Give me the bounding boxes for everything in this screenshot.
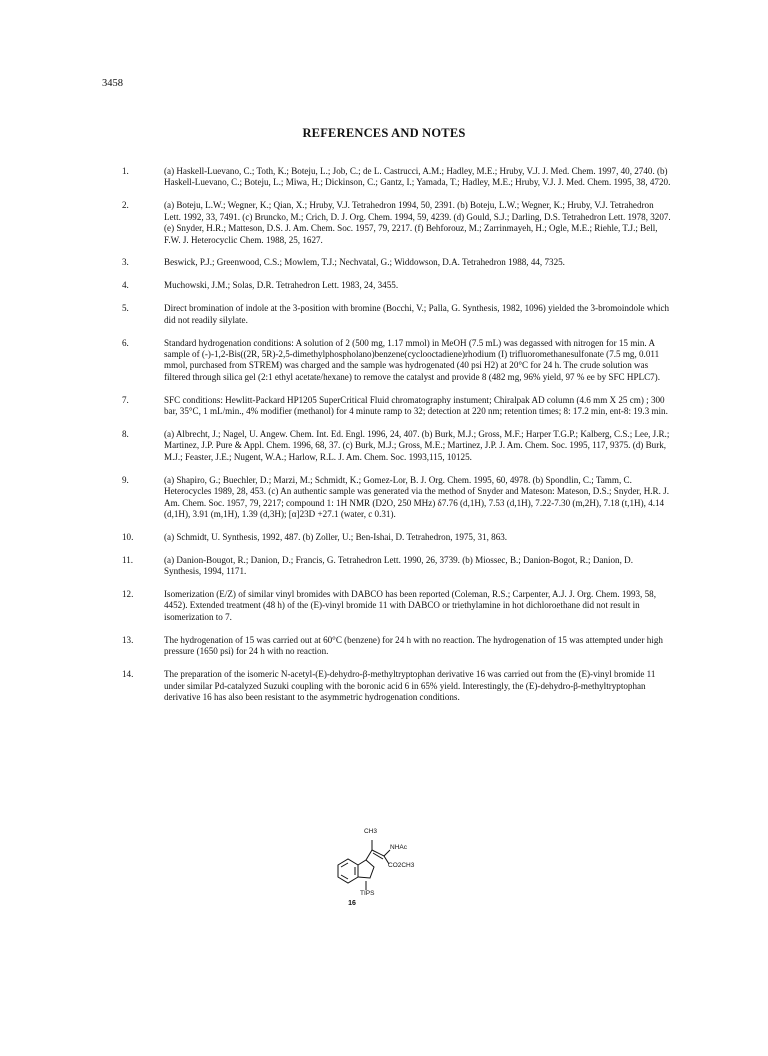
- reference-item: [122, 532, 672, 543]
- reference-text: The hydrogenation of 15 was carried out at 60°C (benzene) for 24 h with no reaction. The hydrogenation of 15 was attempted under high pressure (1650 psi) for 24 h with no reaction.: [164, 634, 663, 657]
- reference-number: 12.: [122, 589, 134, 600]
- reference-item: [122, 200, 672, 246]
- reference-text: Direct bromination of indole at the 3-position with bromine (Bocchi, V.; Palla, G. Synthesis, 1982, 1096) yielded the 3-bromoindole which did not readily silylate.: [164, 303, 670, 325]
- reference-number: 7.: [122, 394, 129, 405]
- reference-number: 6.: [122, 337, 129, 348]
- reference-text: Isomerization (E/Z) of similar vinyl bromides with DABCO has been reported (Coleman, R.S.; Carpenter, A.J. J. Org. Chem. 1993, 58, 4452). Extended treatment (48 h) of the (E)-vinyl bromide 11 with DABCO or triethylamine in hot dichloroethane did not result in isomerization to 7.: [164, 589, 656, 622]
- reference-text: (a) Schmidt, U. Synthesis, 1992, 487. (b) Zoller, U.; Ben-Ishai, D. Tetrahedron, 1975, 31, 863.: [164, 531, 508, 542]
- structure-drawing: [330, 822, 440, 912]
- reference-number: 1.: [122, 166, 129, 176]
- reference-item: [122, 429, 672, 463]
- tips-label: TIPS: [360, 890, 375, 897]
- reference-number: 2.: [122, 200, 129, 211]
- reference-text: (a) Danion-Bougot, R.; Danion, D.; Francis, G. Tetrahedron Lett. 1990, 26, 3739. (b) Miossec, B.; Danion-Bogot, R.; Danion, D. Synthesis, 1994, 1171.: [164, 554, 633, 577]
- reference-item: [122, 555, 672, 578]
- reference-number: 14.: [122, 669, 134, 680]
- reference-text: Beswick, P.J.; Greenwood, C.S.; Mowlem, T.J.; Nechvatal, G.; Widdowson, D.A. Tetrahedron 1988, 44, 7325.: [164, 257, 565, 268]
- reference-item: [122, 395, 672, 418]
- compound-number: 16: [348, 900, 356, 907]
- references-list: [122, 166, 672, 715]
- pyrrole-ring: [358, 860, 374, 878]
- reference-text: SFC conditions: Hewlitt-Packard HP1205 SuperCritical Fluid chromatography instument; Chiralpak AD column (4.6 mm X 25 cm) ; 300 bar, 35°C, 1 mL/min., 4% modifier (methanol) for 4 minute ramp to 32; detection at 220 nm; retention times; 8: 17.2 min, ent-8: 19.3 min.: [164, 394, 668, 417]
- page-number: 3458: [102, 78, 123, 89]
- reference-item: [122, 280, 672, 291]
- reference-item: [122, 475, 672, 521]
- reference-number: 8.: [122, 429, 129, 439]
- page-title: REFERENCES AND NOTES: [302, 126, 466, 140]
- reference-item: [122, 589, 672, 623]
- reference-item: [122, 166, 672, 189]
- reference-text: (a) Albrecht, J.; Nagel, U. Angew. Chem. Int. Ed. Engl. 1996, 24, 407. (b) Burk, M.J.; Gross, M.F.; Harper T.G.P.; Kalberg, C.S.; Lee, J.R.; Martinez, J.P. Pure & Appl. Chem. 1996, 68, 37. (c) Burk, M.J.; Gross, M.E.; Martinez, J.P. J. Am. Chem. Soc. 1995, 117, 9375. (d) Burk, M.J.; Feaster, J.E.; Nugent, W.A.; Harlow, R.L. J. Am. Chem. Soc. 1993,115, 10125.: [164, 429, 670, 462]
- reference-number: 10.: [122, 531, 134, 542]
- reference-text: (a) Boteju, L.W.; Wegner, K.; Qian, X.; Hruby, V.J. Tetrahedron 1994, 50, 2391. (b) Boteju, L.W.; Wegner, K.; Hruby, V.J. Tetrahedron Lett. 1992, 33, 7491. (c) Bruncko, M.; Crich, D. J. Org. Chem. 1994, 59, 4239. (d) Gould, S.J.; Darling, D.S. Tetrahedron Lett. 1978, 3207. (e) Snyder, H.R.; Matteson, D.S. J. Am. Chem. Soc. 1957, 79, 2217. (f) Behforouz, M.; Zarrinmayeh, H.; Ogle, M.E.; Riehle, T.J.; Bell, F.W. J. Heterocyclic Chem. 1988, 25, 1627.: [164, 200, 671, 245]
- reference-item: [122, 303, 672, 326]
- reference-number: 4.: [122, 280, 129, 291]
- nhac-label: NHAc: [390, 844, 407, 851]
- reference-text: The preparation of the isomeric N-acetyl-(E)-dehydro-β-methyltryptophan derivative 16 was carried out from the (E)-vinyl bromide 11 under similar Pd-catalyzed Suzuki coupling with the boronic acid 6 in 65% yield. Interestingly, the (E)-dehydro-β-methyltryptophan derivative 16 has also been resistant to the asymmetric hydrogenation conditions.: [164, 669, 656, 702]
- ch3-label: CH3: [364, 828, 378, 835]
- reference-number: 13.: [122, 634, 134, 645]
- chemical-structure-16: [330, 822, 440, 912]
- reference-number: 5.: [122, 303, 129, 314]
- reference-item: [122, 669, 672, 703]
- reference-item: [122, 635, 672, 658]
- reference-number: 3.: [122, 257, 129, 268]
- reference-text: (a) Shapiro, G.; Buechler, D.; Marzi, M.; Schmidt, K.; Gomez-Lor, B. J. Org. Chem. 1995, 60, 4978. (b) Spondlin, C.; Tamm, C. Heterocycles 1989, 28, 453. (c) An authentic sample was generated via the method of Snyder and Mateson: Mateson, D.S.; Snyder, H.R. J. Am. Chem. Soc. 1957, 79, 2217; compound 1: 1H NMR (D2O, 250 MHz) δ7.76 (d,1H), 7.53 (d,1H), 7.22-7.30 (m,2H), 7.18 (t,1H), 4.14 (d,1H), 3.91 (m,1H), 1.39 (d,3H); [α]23D +27.1 (water, c 0.31).: [164, 474, 669, 519]
- reference-text: (a) Haskell-Luevano, C.; Toth, K.; Boteju, L.; Job, C.; de L. Castrucci, A.M.; Hadley, M.E.; Hruby, V.J. J. Med. Chem. 1997, 40, 2740. (b) Haskell-Luevano, C.; Boteju, L.; Miwa, H.; Dickinson, C.; Gantz, I.; Yamada, T.; Hadley, M.E.; Hruby, V.J. J. Med. Chem. 1995, 38, 4720.: [164, 166, 671, 188]
- reference-text: Muchowski, J.M.; Solas, D.R. Tetrahedron Lett. 1983, 24, 3455.: [164, 280, 399, 291]
- reference-number: 11.: [122, 554, 134, 565]
- reference-item: [122, 338, 672, 384]
- reference-item: [122, 257, 672, 268]
- reference-number: 9.: [122, 474, 129, 485]
- reference-text: Standard hydrogenation conditions: A solution of 2 (500 mg, 1.17 mmol) in MeOH (7.5 mL) was degassed with nitrogen for 15 min. A sample of (-)-1,2-Bis((2R, 5R)-2,5-dimethylphospholano)benzene(cyclooctadiene)rhodium (I) trifluoromethanesulfonate (7.5 mg, 0.011 mmol, purchased from STREM) was charged and the sample was hydrogenated (40 psi H2) at 20°C for 24 h. The crude solution was filtered through silica gel (2:1 ethyl acetate/hexane) to remove the catalyst and provide 8 (482 mg, 96% yield, 97 % ee by SFC HPLC7).: [164, 337, 660, 382]
- co2ch3-label: CO2CH3: [388, 862, 415, 869]
